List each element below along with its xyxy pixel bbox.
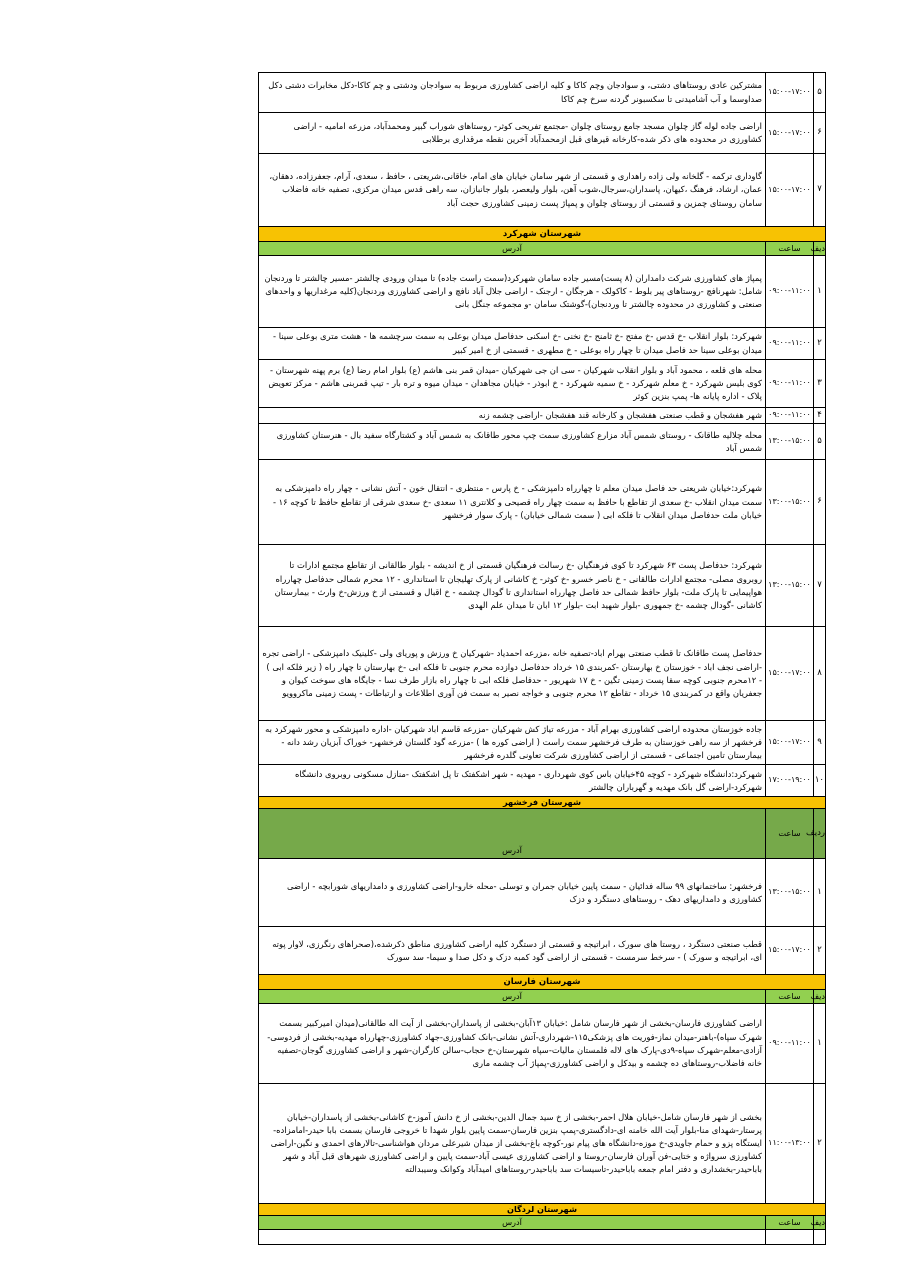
empty-cell [766,1230,814,1245]
outage-time: ۰۹:۰۰-۱۱:۰۰ [766,360,814,408]
table-row [259,1084,826,1204]
table-row [259,627,826,721]
outage-time: ۰۹:۰۰-۱۱:۰۰ [766,328,814,360]
outage-address: شهرکرد: حدفاصل پست ۶۳ شهرکرد تا کوی فرهنگیان -خ رسالت فرهنگیان قسمتی از خ اندیشه - بلوار طالقانی از تقاطع مجتمع ادارات تا روبروی مصلی- مجتمع ادارات طالقانی - خ ناصر خسرو -خ کوثر- خ کاشانی از پارک تهلیجان تا استانداری - ۱۲ محرم شمالی حدفاصل چهارراه هواپیمایی تا پارک ملت- بلوار حافظ شمالی حد فاصل چهارراه استانداری تا گودال چشمه - خ اقبال و قسمتی از خ ورزش-خ وارث - بیمارستان کاشانی -گودال چشمه -خ جمهوری -بلوار شهید ابت -بلوار ۱۲ ابان تا میدان علم الهدی [259,545,766,627]
outage-time: ۱۵:۰۰-۱۷:۰۰ [766,627,814,721]
outage-address: حدفاصل پست طاقانک تا قطب صنعتی بهرام اباد-تصفیه خانه ،مزرعه احمدیاد -شهرکیان خ ورزش و پوریای ولی -کلینیک دامپزشکی - اراضی تجره -اراضی نجف اباد - خوزستان خ بهارستان -کمربندی ۱۵ خرداد حدفاصل دوازده محرم جنوبی تا فلکه ابی -خ بهارستان تا چهار راه ( زیر فلکه ابی ) - ۱۲محرم جنوبی کوچه سقا پست زمینی تگین - خ ۱۷ شهریور - حدفاصل فلکه ابی تا چهار راه بازار طرف نسا - جایگاه های سوخت کیوان و جعفریان واقع در کمربندی ۱۵ خرداد - تقاطع ۱۲ محرم جنوبی و خواجه نصیر به سمت فن آوری اطلاعات و ارتباطات - پست زمینی ماکروویو [259,627,766,721]
outage-time: ۱۳:۰۰-۱۵:۰۰ [766,424,814,460]
row-number-header: ردیف [814,809,826,859]
row-number: ۱ [814,1004,826,1084]
row-number: ۵ [814,73,826,113]
column-header-row [259,990,826,1004]
table-row [259,927,826,975]
outage-address: اراضی جاده لوله گاز چلوان مسجد جامع روستای چلوان -مجتمع تفریحی کوثر- روستاهای شوراب گبیر ومحمدآباد، مزرعه امامیه - اراضی کشاورزی در محدوده های ذکر شده-کارخانه قیرهای قبل ازمحمدآباد آخرین نقطه مرقداری برطلابی [259,113,766,154]
table-row [259,545,826,627]
row-number: ۷ [814,545,826,627]
outage-time: ۰۹:۰۰-۱۱:۰۰ [766,256,814,328]
outage-time: ۱۷:۰۰-۱۹:۰۰ [766,765,814,797]
section-title: شهرستان شهرکرد [259,227,826,242]
row-number-header: دیف [814,242,826,256]
table-row [259,113,826,154]
outage-address: شهرکرد:دانشگاه شهرکرد - کوچه ۴۵خیابان باس کوی شهرداری - مهدیه - شهر اشکفتک تا پل اشکفتک -منازل مسکونی روبروی دانشگاه شهرکرد-اراضی گل بانک مهدیه و گهرباران چالشتر [259,765,766,797]
table-row [259,859,826,927]
row-number: ۲ [814,328,826,360]
outage-time: ۱۳:۰۰-۱۵:۰۰ [766,460,814,545]
row-number: ۳ [814,360,826,408]
row-number: ۴ [814,408,826,424]
table-row [259,765,826,797]
outage-address: محله های قلعه ، محمود آباد و بلوار انقلاب شهرکیان - سی ان جی شهرکیان -میدان قمر بنی هاشم (ع) بلوار امام رضا (ع) برم پهنه شهرستان - کوی بلیس شهرکرد - خ معلم شهرکرد - خ سمیه شهرکرد - خ ابوذر - خیابان مجاهدان - میدان میوه و تره بار - تیپ قمربنی هاشم - مرکز تعویض پلاک - اداره پایانه ها- پمپ بنزین کوثر [259,360,766,408]
table-row [259,408,826,424]
outage-time: ۱۵:۰۰-۱۷:۰۰ [766,73,814,113]
outage-time: ۱۵:۰۰-۱۷:۰۰ [766,721,814,765]
row-number: ۹ [814,721,826,765]
table-row [259,328,826,360]
row-number: ۵ [814,424,826,460]
outage-time: ۱۵:۰۰-۱۷:۰۰ [766,154,814,227]
table-row [259,73,826,113]
row-number: ۷ [814,154,826,227]
outage-address: شهرکرد:خیابان شریعتی حد فاصل میدان معلم تا چهارراه دامپزشکی - خ پارس - منتظری - انتقال خون - آتش نشانی - چهار راه دامپزشکی به سمت میدان انقلاب -خ سعدی از تقاطع با حافظ به سمت چهار راه قصیحی و کلانتری ۱۱ سعدی -خ سعدی شرقی از تقاطع حافظ تا کوچه ۱۶ - خیابان ملت حدفاصل میدان انقلاب تا فلکه ابی ( سمت شمالی خیابان) - پارک سوار فرخشهر [259,460,766,545]
outage-time: ۱۳:۰۰-۱۵:۰۰ [766,859,814,927]
outage-address: بخشی از شهر فارسان شامل-خیابان هلال احمر-بخشی از خ سید جمال الدین-بخشی از خ دانش آموز-خ کاشانی-بخشی از پاسداران-خیابان پرستار-شهدای منا-بلوار آیت الله خامنه ای-دادگستری-پمپ بنزین فارسان-سمت پایین بلوار شهدا تا خروجی فارسان بسمت بابا حیدر-امامزاده-ایستگاه پزو و حمام جاویدی-خ موزه-دانشگاه های پیام نور-کوچه باغ-بخشی از میدان شیرعلی مردان هواشناسی-تالارهای احمدی و نگین-اراضی کشاورزی سرواژه و ختایی-فن آوران فارسان-روستا و اراضی کشاورزی عیسی آباد-سمت پایین و اراضی کشاورزی شهرهای قبل آباد و شهر باباحیدر-بخشداری و دفتر امام جمعه باباحیدر-تاسیسات سد باباحیدر-روستاهای امیدآباد وکوانک وسیبدالته [259,1084,766,1204]
outage-address: گاوداری ترکمه - گلخانه ولی زاده راهداری و قسمتی از شهر سامان خیابان های امام، خاقانی،شریعتی ، حافظ ، سعدی، آرام، جعفرزاده، دهقان، عمان، ارشاد، فرهنگ ،کیهان، پاسداران،سرجال،شوب آهن، بلوار ولیعصر، بلوار جانبازان، سه راهی قدس میدان مرکزی، تصفیه خانه فاضلاب سامان روستای چمزین و قسمتی از روستای چلوان و پمپاژ پست زمینی کشاورزی حجت آباد [259,154,766,227]
table-row [259,721,826,765]
row-number-header: دیف [814,1216,826,1230]
outage-time: ۱۵:۰۰-۱۷:۰۰ [766,927,814,975]
section-title-row [259,975,826,990]
empty-row [259,1230,826,1245]
section-title-row [259,227,826,242]
outage-address: شهر هفشجان و قطب صنعتی هفشجان و کارخانه قند هفشجان -اراضی چشمه زنه [259,408,766,424]
outage-table-body [259,73,826,1245]
outage-time: ۰۹:۰۰-۱۱:۰۰ [766,1004,814,1084]
section-title-row [259,797,826,809]
outage-time: ۱۱:۰۰-۱۳:۰۰ [766,1084,814,1204]
table-row [259,360,826,408]
section-title: شهرستان فرخشهر [259,797,826,809]
table-row [259,154,826,227]
table-row [259,1004,826,1084]
column-header-row [259,1216,826,1230]
row-number: ۶ [814,460,826,545]
time-header: ساعت [766,809,814,859]
address-header: آدرس [259,809,766,859]
outage-address: محله چلالیه طاقانک - روستای شمس آباد مزارع کشاورزی سمت چپ محور طاقانک به شمس آباد و کشتارگاه سفید بال - هنرستان کشاورزی شمس آباد [259,424,766,460]
table-row [259,256,826,328]
outage-address: پمپاژ های کشاورزی شرکت دامداران (۸ پست)مسیر جاده سامان شهرکرد(سمت راست جاده) تا میدان ورودی چالشتر -مسیر چالشتر تا وردنجان شامل: شهرنافچ -روستاهای پیر بلوط - کاکولک - هرجگان - ارجنک - اراضی جلال آباد نافچ و اراضی کشاورزی وردنجان(کلیه مرغداریها و واحدهای صنعتی و کشاورزی در محدوده چالشتر تا وردنجان)-گوشتک سامان -و مجموعه جنگل بانی [259,256,766,328]
time-header: ساعت [766,242,814,256]
section-title: شهرستان لردگان [259,1204,826,1216]
outage-address: شهرکرد: بلوار انقلاب -خ قدس -خ مفتح -خ ثامنح -خ نخنی -خ اسکنی حدفاصل میدان بوعلی به سمت سرچشمه ها - هشت متری بوعلی سینا - میدان بوعلی سینا حد فاصل میدان تا چهار راه بوعلی - خ مطهری - قسمتی از خ امیر کبیر [259,328,766,360]
outage-time: ۱۵:۰۰-۱۷:۰۰ [766,113,814,154]
outage-address: اراضی کشاورزی فارسان-بخشی از شهر فارسان شامل :خیابان ۱۳آبان-بخشی از پاسداران-بخشی از آیت اله طالقانی(میدان امیرکبیر بسمت شهرک سپاه)-باهنر-میدان نماز-فوریت های پزشکی۱۱۵-شهرداری-آتش نشانی-بانک کشاورزی-جهاد کشاورزی-چهارراه مهدیه-بخشی از فردوسی-آزادی-معلم-شهرک سپاه-۹دی-پارک های لاله فلمستان مالیات-سپاه شهرستان-خ حجاب-سالن کارگران-شهر و اراضی کشاورزی گوجان-تصفیه خانه فاضلاب-روستاهای ده چشمه و بیدکل و اراضی کشاورزی-پمپاژ آب چشمه ماری [259,1004,766,1084]
address-header: آدرس [259,1216,766,1230]
section-title-row [259,1204,826,1216]
empty-cell [814,1230,826,1245]
row-number: ۱ [814,256,826,328]
row-number-header: دیف [814,990,826,1004]
row-number: ۱۰ [814,765,826,797]
outage-address: قطب صنعتی دستگرد ، روستا های سورک ، ابراتیجه و قسمتی از دستگرد کلیه اراضی کشاورزی مناطق ذکرشده،(صحراهای رنگرزی، لاوار پوته ای، ابراتیجه و سورک ) - سرخط سرمست - قسمتی از اراضی گود کمبه دزک و دکل صدا و سیما- سد سورک [259,927,766,975]
outage-time: ۰۹:۰۰-۱۱:۰۰ [766,408,814,424]
column-header-row [259,809,826,859]
section-title: شهرستان فارسان [259,975,826,990]
time-header: ساعت [766,1216,814,1230]
row-number: ۸ [814,627,826,721]
table-row [259,424,826,460]
outage-time: ۱۳:۰۰-۱۵:۰۰ [766,545,814,627]
row-number: ۲ [814,927,826,975]
time-header: ساعت [766,990,814,1004]
empty-cell [259,1230,766,1245]
table-row [259,460,826,545]
outage-table [258,72,826,1245]
outage-schedule-document [258,72,826,1245]
row-number: ۶ [814,113,826,154]
row-number: ۱ [814,859,826,927]
address-header: آدرس [259,242,766,256]
outage-address: جاده خوزستان محدوده اراضی کشاورزی بهرام آباد - مزرعه تیاژ کش شهرکیان -مزرعه قاسم اباد شهرکیان -اداره دامپزشکی و محور شهرکرد به فرخشهر از سه راهی خوزستان به طرف فرخشهر سمت راست ( اراضی کوره ها ) -مزرعه گود گلستان فرخشهر- خوراک آبزیان رشد دانه - بیمارستان تامین اجتماعی - قسمتی از اراضی کشاورزی شرکت تعاونی گلدره فرخشهر [259,721,766,765]
outage-address: مشترکین عادی روستاهای دشتی، و سوادجان وچم کاکا و کلیه اراضی کشاورزی مربوط به سوادجان ودشتی و چم کاکا-دکل مخابرات دشتی دکل صداوسما و آب آشامیدنی تا سکسبونر گردنه سرخ چم کاکا [259,73,766,113]
row-number: ۲ [814,1084,826,1204]
column-header-row [259,242,826,256]
outage-address: فرخشهر: ساختمانهای ۹۹ ساله فدائیان - سمت پایین خیابان جمران و توسلی -محله خارو-اراضی کشاورزی و دامداریهای شورابچه - اراضی کشاورزی و دامداریهای دهک - روستاهای دستگرد و دزک [259,859,766,927]
address-header: آدرس [259,990,766,1004]
